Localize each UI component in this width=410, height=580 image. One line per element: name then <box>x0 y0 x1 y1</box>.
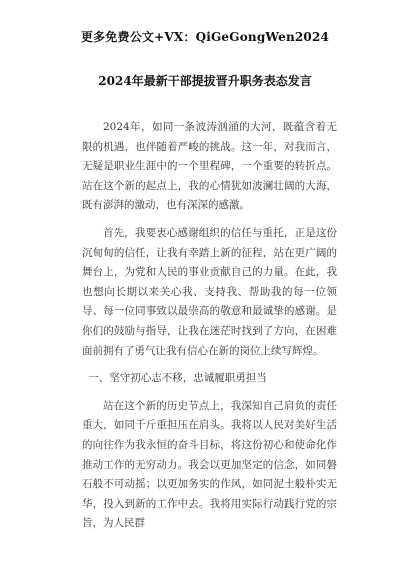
document-title: 2024年最新干部提拔晋升职务表态发言 <box>98 74 312 88</box>
watermark-header: 更多免费公文+VX：QiGeGongWen2024 <box>80 30 330 44</box>
paragraph-thanks: 首先，我要衷心感谢组织的信任与重托，正是这份沉甸甸的信任，让我有幸踏上新的征程，站在更广阔的舞台上，为党和人民的事业贡献自己的力量。在此，我也想向长期以来关心我、支持我、帮助我的每一位领导、每一位同事致以最崇高的敬意和最诚挚的感谢。是你们的鼓励与指导，让我在迷茫时找到了方向，在困难面前拥有了勇气让我有信心在新的岗位上续写辉煌。 <box>82 226 337 357</box>
paragraph-intro: 2024年，如同一条波涛汹涌的大河，既蕴含着无限的机遇，也伴随着严峻的挑战。这一年，对我而言，无疑是职业生涯中的一个里程碑，一个重要的转折点。站在这个新的起点上，我的心情犹如波澜壮阔的大海，既有澎湃的激动，也有深深的感激。 <box>82 121 337 212</box>
paragraph-section-one: 站在这个新的历史节点上，我深知自己肩负的责任重大，如同千斤重担压在肩头。我将以人民对美好生活的向往作为我永恒的奋斗目标，将这份初心和使命化作推动工作的无穷动力。我会以更加坚定的信念，如同磐石般不可动摇；以更加务实的作风，如同泥土般朴实无华，投入到新的工作中去。我将用实际行动践行党的宗旨，为人民群 <box>82 399 337 530</box>
document-body <box>82 118 337 534</box>
section-heading: 一、坚守初心志不移，忠诚履职勇担当 <box>88 372 267 385</box>
